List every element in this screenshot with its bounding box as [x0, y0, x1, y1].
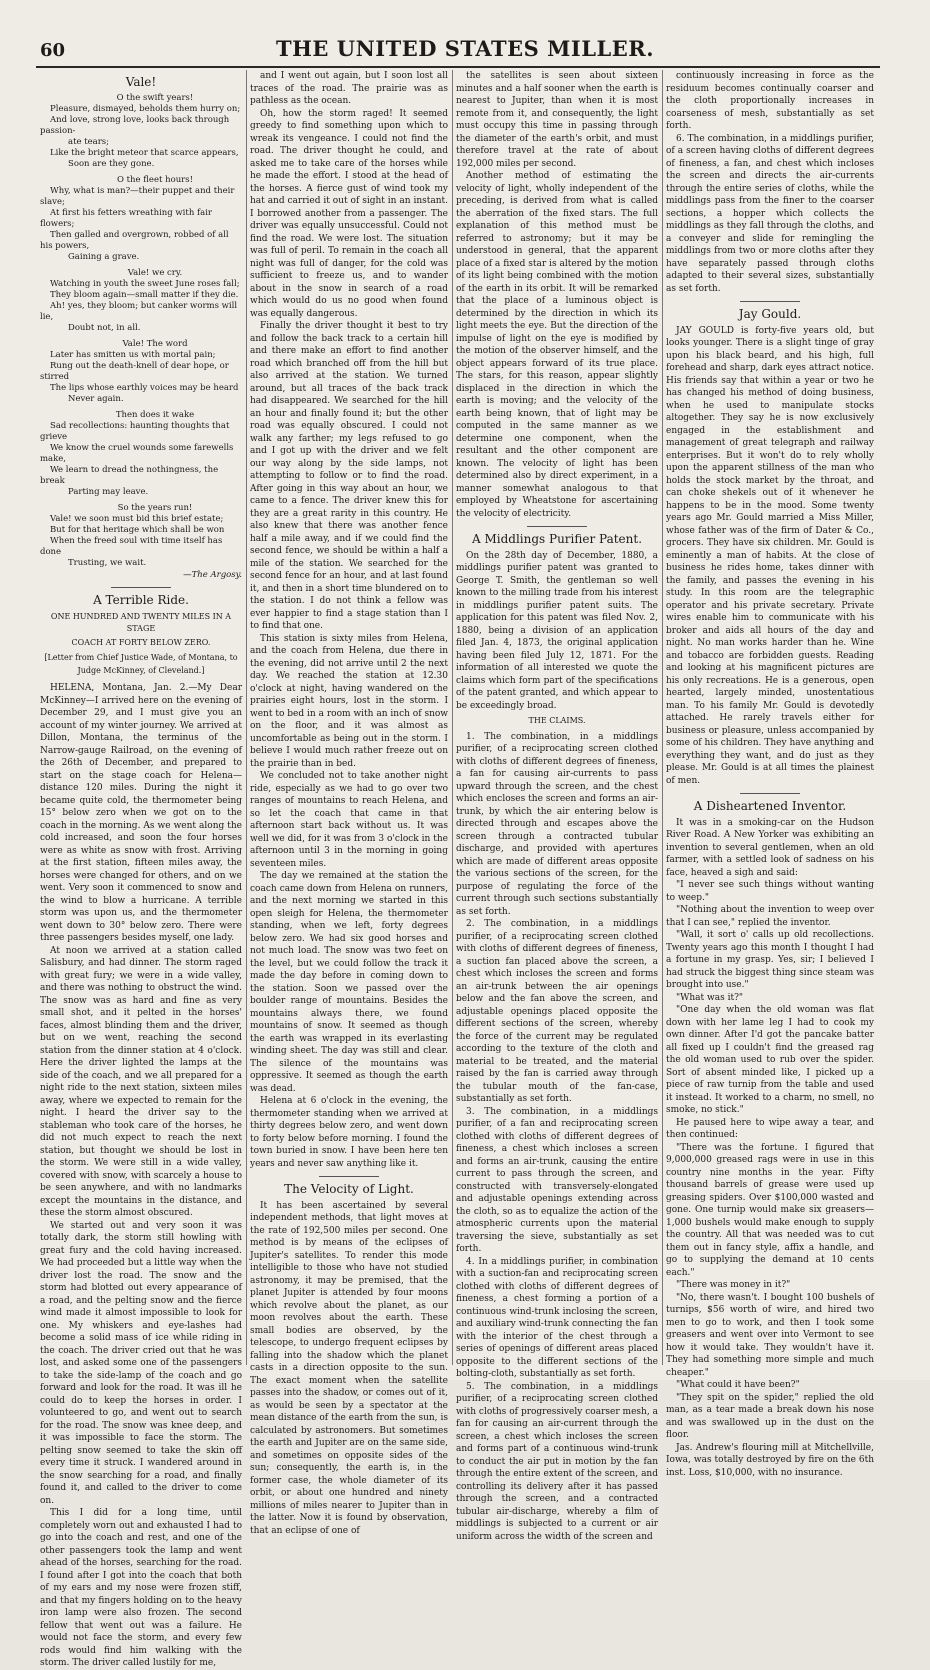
poem-line: Sad recollections: haunting thoughts that grieve: [40, 420, 230, 442]
paragraph: 3. The combination, in a middlings purifier, of a fan and reciprocating screen clothed with cloths of different degrees of fineness, a chest which incloses a screen and forms an air-trunk, causing the entire current to pass through the screen, and constructed with transversely-elongated and adjustable openings extending across the cloth, so as to equalize the action of the atmospheric currents upon the material traversing the sieve, substantially as set forth.: [456, 1106, 658, 1254]
column-3: [456, 70, 658, 1542]
article-subtitle: ONE HUNDRED AND TWENTY MILES IN A STAGE: [50, 611, 232, 633]
poem-line: Then does it wake: [115, 409, 195, 420]
article-body: [456, 70, 658, 520]
paragraph: He paused here to wipe away a tear, and then continued:: [666, 1117, 874, 1140]
poem-line: They bloom again—small matter if they die.: [50, 289, 239, 300]
separator: [319, 1176, 379, 1177]
paragraph: At noon we arrived at a station called Salisbury, and had dinner. The storm raged with great fury; we were in a wide valley, and there was nothing to obstruct the wind. The snow was as hard and fine as very small shot, and it pelted in the horses' faces, almost blinding them and the driver, but on we went, reaching the second station from the dinner station at 4 o'clock. Here the driver lighted the lamps at the side of the coach, and we all prepared for a night ride to the next station, sixteen miles away, where we expected to remain for the night. I heard the driver say to the stableman who took care of the horses, he did not much expect to reach the next station, but thought we should be lost in the storm. We were still in a wide valley, covered with snow, with scarcely a house to be seen anywhere, and with no landmarks except the mountains in the distance, and these the storm almost obscured.: [40, 945, 242, 1218]
paragraph: "There was the fortune. I figured that 9,000,000 greased rags were in use in this country nine months in the year. Fifty thousand barrels of grease were used up greasing spiders. Over $100,000 wasted and gone. One turnip would make six greasers—1,000 bushels would make enough to supply the country. All that was needed was to cut them out in fancy style, affix a handle, and go to supplying the demand at 10 cents each.": [666, 1142, 874, 1278]
paragraph: Helena at 6 o'clock in the evening, the thermometer standing when we arrived at thirty degrees below zero, and went down to forty below before morning. I found the town buried in snow. I have been here ten years and never saw anything like it.: [250, 1096, 448, 1169]
claims-list: [456, 731, 658, 1544]
paragraph: We concluded not to take another night ride, especially as we had to go over two ranges of mountains to reach Helena, and so let the coach that came in that afternoon start back without us. It was well we did, for it was from 3 o'clock in the afternoon until 3 in the morning in going seventeen miles.: [250, 771, 448, 869]
paragraph: "I never see such things without wanting to weep.": [666, 880, 874, 903]
separator: [527, 526, 587, 527]
claims-heading: THE CLAIMS.: [528, 716, 586, 725]
poem-line: Vale! we cry.: [127, 267, 183, 278]
paragraph: JAY GOULD is forty-five years old, but looks younger. There is a slight tinge of gray upon his black beard, and his high, full forehead and sharp, dark eyes attract notice. His friends say that within a year or two he has changed his method of doing business, when he used to manipulate stocks altogether. They say he is now exclusively engaged in the establishment and management of great telegraph and railway enterprises. But it won't do to rely wholly upon the apparent stillness of the man who holds the stock market by the throat, and can choke shekels out of it whenever he happens to be in the mood. Some twenty years ago Mr. Gould married a Miss Miller, whose father was of the firm of Dater & Co., grocers. They have six children. Mr. Gould is eminently a man of habits. At the close of business he rides home, takes dinner with the family, and passes the evening in his study. In this room are the telegraphic operator and his private secretary. Private wires enable him to communicate with his broker and aids all hours of the day and night. No man works harder than he. Wine and tobacco are forbidden guests. Reading and looking at his magnificent pictures are his only recreations. He is a generous, open hearted, largely minded, unostentatious man. To his family Mr. Gould is devotedly attached. He rarely travels either for business or pleasure, unless accompanied by some of his children. They have anything and everything they want, and do just as they please. Mr. Gould is at all times the plainest of men.: [666, 325, 874, 786]
paragraph: "One day when the old woman was flat down with her lame leg I had to cook my own dinner. After I'd got the pancake batter all fixed up I couldn't find the greased rag the old woman used to rub over the spider. Sort of absent minded like, I picked up a piece of raw turnip from the table and used it instead. It worked to a charm, no smell, no smoke, no stick.": [666, 1005, 874, 1115]
poem-line: So the years run!: [117, 502, 193, 513]
paragraph: On the 28th day of December, 1880, a middlings purifier patent was granted to George T. Smith, the gentleman so well known to the milling trade from his interest in middlings purifier patent suits. The application for this patent was filed Nov. 2, 1880, being a division of an application filed Jan. 4, 1873, the original application having been filed July 12, 1871. For the information of all interested we quote the claims which form part of the specifications of the patent granted, and which appear to be exceedingly broad.: [456, 550, 658, 711]
paragraph: "Wall, it sort o' calls up old recollections. Twenty years ago this month I thought I had a fortune in my grasp. Yes, sir; I believed I had struck the biggest thing since steam was brought into use.": [666, 930, 874, 990]
paragraph: 5. The combination, in a middlings purifier, of a reciprocating screen clothed with cloths of progressively coarser mesh, a fan for causing an air-current through the screen, a chest which incloses the screen and forms part of a continuous wind-trunk to conduct the air put in motion by the fan through the entire extent of the screen, and controlling its delivery after it has passed through the screen, and a contracted tubular air-discharge, whereby a film of middlings is subjected to a current or air uniform across the width of the screen and: [456, 1381, 658, 1542]
article-subtitle: COACH AT FORTY BELOW ZERO.: [71, 637, 211, 647]
article-body: [250, 70, 448, 1170]
paragraph: Jas. Andrew's flouring mill at Mitchellville, Iowa, was totally destroyed by fire on the 6th inst. Loss, $10,000, with no insurance.: [666, 1442, 874, 1478]
paragraph: 1. The combination, in a middlings purifier, of a reciprocating screen clothed with cloths of different degrees of fineness, a fan for causing air-currents to pass upward through the screen, and the chest which encloses the screen and forms an air-trunk, by which the air entering below is directed through and escapes above the screen through a contracted tubular discharge, and provided with apertures which are made of different areas opposite the various sections of the screen, for the purpose of regulating the force of the current through such sections substantially as set forth.: [456, 731, 658, 917]
page-number: 60: [40, 40, 66, 61]
poem-title: Vale!: [125, 75, 157, 89]
poem-line: ate tears;: [68, 136, 110, 147]
poem-attribution: —The Argosy.: [183, 569, 242, 580]
poem-line: Gaining a grave.: [68, 251, 140, 262]
poem-line: O the swift years!: [116, 92, 194, 103]
poem-line: We learn to dread the nothingness, the break: [40, 464, 219, 486]
article-body: [666, 325, 874, 788]
article-body: [456, 550, 658, 713]
column-divider: [662, 70, 663, 1365]
masthead: THE UNITED STATES MILLER.: [275, 36, 655, 61]
paragraph: This station is sixty miles from Helena, and the coach from Helena, due there in the evening, did not arrive until 2 the next day. We reached the station at 12.30 o'clock at night, having wandered on the prairies eight hours, lost in the storm. I went to bed in a room with an inch of snow on the floor, and it was almost as uncomfortable as being out in the storm. I believe I would much rather freeze out on the prairie than in bed.: [250, 633, 448, 769]
paragraph: continuously increasing in force as the residuum becomes continually coarser and the cloth proportionally increases in coarseness of mesh, substantially as set forth.: [666, 71, 874, 131]
poem-line: And love, strong love, looks back through passion-: [40, 114, 230, 136]
poem-line: Pleasure, dismayed, beholds them hurry on;: [50, 103, 241, 114]
paragraph: The day we remained at the station the coach came down from Helena on runners, and the next morning we started in this open sleigh for Helena, the thermometer standing, when we left, forty degrees below zero. We had six good horses and not much load. The snow was two feet on the level, but we could follow the track it made the day before in coming down to the station. Soon we passed over the boulder range of mountains. Besides the mountains always there, we found mountains of snow. It seemed as though the earth was wrapped in its everlasting winding sheet. The day was still and clear. The silence of the mountains was oppressive. It seemed as though the earth was dead.: [250, 871, 448, 1094]
article-body: [250, 1200, 448, 1538]
masthead-rule: [36, 66, 880, 68]
poem-line: Like the bright meteor that scarce appears,: [50, 147, 239, 158]
paragraph: HELENA, Montana, Jan. 2.—My Dear McKinney—I arrived here on the evening of December 29, and I must give you an account of my winter journey. We arrived at Dillon, Montana, the terminus of the Narrow-gauge Railroad, on the evening of the 26th of December, and prepared to start on the stage coach for Helena—distance 120 miles. During the night it became quite cold, the thermometer being 15° below zero when we got on to the coach in the morning. As we went along the cold increased, and soon the four horses were as white as snow with frost. Arriving at the first station, fifteen miles away, the horses were changed for others, and on we went. Very soon it commenced to snow and the wind to blow a hurricane. A terrible storm was upon us, and the thermometer went down to 30° below zero. There were three passengers besides myself, one lady.: [40, 683, 242, 943]
paragraph: "There was money in it?": [676, 1280, 791, 1290]
paragraph: and I went out again, but I soon lost all traces of the road. The prairie was as pathless as the ocean.: [250, 71, 448, 106]
article-body: [40, 682, 242, 1670]
paragraph: 6. The combination, in a middlings purifier, of a screen having cloths of different degrees of fineness, a fan, and chest which incloses the screen and directs the air-currents through the entire series of cloths, while the middlings pass from the finer to the coarser sections, a hopper which collects the middlings as they fall through the cloths, and a conveyer and slide for remingling the middlings from two or more cloths after they have separately passed through cloths adapted to their several sizes, substantially as set forth.: [666, 133, 874, 294]
article-title: A Disheartened Inventor.: [693, 799, 847, 813]
paragraph: "Nothing about the invention to weep over that I can see," replied the inventor.: [666, 905, 874, 928]
poem-line: We know the cruel wounds some farewells make,: [40, 442, 234, 464]
poem-line: When the freed soul with time itself has done: [40, 535, 223, 557]
poem-line: Vale! The word: [122, 338, 188, 349]
poem-line: The lips whose earthly voices may be heard: [50, 382, 239, 393]
poem-line: Never again.: [68, 393, 124, 404]
poem-line: O the fleet hours!: [116, 174, 194, 185]
poem-line: Later has smitten us with mortal pain;: [50, 349, 216, 360]
column-2: [250, 70, 448, 1536]
article-title: Jay Gould.: [738, 307, 802, 321]
paragraph: Finally the driver thought it best to try and follow the back track to a certain hill and there make an effort to find another road which branched off from the hill but also arrived at the station. We turned around, but all traces of the back track had disappeared. We searched for the hill an hour and finally found it; but the other road was equally obscured. I could not walk any farther; my legs refused to go and I got up with the driver and we felt our way along by the side lamps, not attempting to follow or to find the road. After going in this way about an hour, we came to a fence. The driver knew this for they are a great rarity in this country. He also knew that there was another fence half a mile away, and if we could find the second fence, we should be within a half a mile of the station. We searched for the second fence for an hour, and at last found it, and then in a short time blundered on to the station. I do not think a fellow was ever happier to find a stage station than I to find that one.: [250, 321, 448, 631]
separator: [111, 587, 171, 588]
separator: [740, 793, 800, 794]
poem-line: But for that heritage which shall be won: [50, 524, 225, 535]
article-title: A Terrible Ride.: [93, 593, 189, 607]
poem-line: Doubt not, in all.: [68, 322, 141, 333]
article-note: [Letter from Chief Justice Wade, of Montana, to Judge McKinney, of Cleveland.]: [44, 653, 238, 675]
poem-line: Ah! yes, they bloom; but canker worms will lie,: [40, 300, 238, 322]
article-body: [666, 70, 874, 295]
poem-line: Why, what is man?—their puppet and their slave;: [40, 185, 235, 207]
paragraph: Another method of estimating the velocity of light, wholly independent of the preceding, is derived from what is called the aberration of the fixed stars. The full explanation of this method must be referred to astronomy; but it may be understood in general, that the apparent place of a fixed star is altered by the motion of its light being combined with the motion of the earth in its orbit. It will be remarked that the place of a luminous object is determined by the direction in which its light meets the eye. But the direction of the impulse of light on the eye is modified by the motion of the observer himself, and the object appears forward of its true place. The stars, for this reason, appear slightly displaced in the direction in which the earth is moving; and the velocity of the earth being known, that of light may be computed in the same manner as we determine one component, when the resultant and the other component are known. The velocity of light has been determined also by direct experiment, in a manner somewhat analogous to that employed by Wheatstone for ascertaining the velocity of electricity.: [456, 171, 658, 519]
paragraph: 4. In a middlings purifier, in combination with a suction-fan and reciprocating screen clothed with cloths of different degrees of fineness, a chest forming a portion of a continuous wind-trunk inclosing the screen, and auxiliary wind-trunk connecting the fan with the interior of the chest through a series of openings of different areas placed opposite to the different sections of the bolting-cloth, substantially as set forth.: [456, 1256, 658, 1379]
column-divider: [452, 70, 453, 1365]
poem-line: Soon are they gone.: [68, 158, 155, 169]
paragraph: This I did for a long time, until completely worn out and exhausted I had to go into the coach and rest, and one of the other passengers took the lamp and went ahead of the horses, searching for the road. I found after I got into the coach that both of my ears and my nose were frozen stiff, and that my fingers holding on to the heavy iron lamp were also frozen. The second fellow that went out was a failure. He would not face the storm, and every few rods would find him walking with the storm. The driver called lustily for me,: [40, 1508, 242, 1668]
paragraph: It was in a smoking-car on the Hudson River Road. A New Yorker was exhibiting an invention to several gentlemen, when an old farmer, with a settled look of sadness on his face, heaved a sigh and said:: [666, 817, 874, 878]
paragraph: 2. The combination, in a middlings purifier, of a reciprocating screen clothed with cloths of different degrees of fineness, a suction fan placed above the screen, a chest which incloses the screen and forms an air-trunk between the air openings below and the fan above the screen, and adjustable openings placed opposite the different sections of the screen, whereby the force of the current may be regulated according to the texture of the cloth and material to be treated, and the material raised by the fan is carried away through the tubular mouth of the fan-case, substantially as set forth.: [456, 919, 658, 1104]
article-title: The Velocity of Light.: [284, 1182, 414, 1196]
column-4: [666, 70, 874, 1478]
paragraph: "What could it have been?": [676, 1380, 800, 1390]
poem-line: At first his fetters wreathing with fair flowers;: [40, 207, 212, 229]
separator: [740, 301, 800, 302]
column-1: [40, 70, 242, 1668]
paragraph: "What was it?": [676, 992, 744, 1003]
poem-line: Watching in youth the sweet June roses fall;: [50, 278, 240, 289]
poem-line: Then galled and overgrown, robbed of all his powers,: [40, 229, 229, 251]
column-divider: [246, 70, 247, 1365]
paragraph: Oh, how the storm raged! It seemed greedy to find something upon which to wreak its vengeance. I could not find the road. The driver thought he could, and asked me to take care of the horses while he made the effort. I stood at the head of the horses. A fierce gust of wind took my hat and carried it out of sight in an instant. I borrowed another from a passenger. The driver was equally unsuccessful. Could not find the road. We were lost. The situation was full of peril. To remain in the coach all night was full of danger, for the cold was sufficient to freeze us, and to wander about in the snow in search of a road which would do us no good when found was equally dangerous.: [250, 108, 448, 319]
poem: [40, 93, 242, 569]
paragraph: "No, there wasn't. I bought 100 bushels of turnips, $56 worth of wire, and hired two men to go to work, and then I took some greasers and went over into Vermont to see how it would take. They wouldn't have it. They had something more simple and much cheaper.": [666, 1292, 874, 1378]
poem-line: Vale! we soon must bid this brief estate;: [50, 513, 224, 524]
paragraph: We started out and very soon it was totally dark, the storm still howling with great fury and the cold having increased. We had proceeded but a little way when the driver lost the road. The snow and the storm had blotted out every appearance of a road, and the pelting snow and the fierce wind made it almost impossible to look for one. My whiskers and eye-lashes had become a solid mass of ice while riding in the coach. The driver cried out that he was lost, and asked some one of the passengers to take the side-lamp of the coach and go forward and look for the road. It was ill he could do to keep the horses in order. I volunteered to go, and went out to search for the road. The snow was knee deep, and it was impossible to face the storm. The pelting snow seemed to take the skin off every time it struck. I wandered around in the snow searching for a road, and finally found it, and called to the driver to come on.: [40, 1220, 242, 1506]
article-body: [666, 817, 874, 1480]
paragraph: "They spit on the spider," replied the old man, as a tear made a break down his nose and was swallowed up in the dust on the floor.: [666, 1392, 874, 1440]
poem-line: Parting may leave.: [68, 486, 149, 497]
poem-line: Rung out the death-knell of dear hope, or stirred: [40, 360, 229, 382]
poem-line: Trusting, we wait.: [68, 557, 147, 568]
article-title: A Middlings Purifier Patent.: [471, 532, 643, 546]
paragraph: It has been ascertained by several independent methods, that light moves at the rate of 192,500 miles per second. One method is by means of the eclipses of Jupiter's satellites. To render this mode intelligible to those who have not studied astronomy, it may be premised, that the planet Jupiter is attended by four moons which revolve about the planet, as our moon revolves about the earth. These small bodies are observed, by the telescope, to undergo frequent eclipses by falling into the shadow which the planet casts in a direction opposite to the sun. The exact moment when the satellite passes into the shadow, or comes out of it, as would be seen by a spectator at the mean distance of the earth from the sun, is calculated by astronomers. But sometimes the earth and Jupiter are on the same side, and sometimes on opposite sides of the sun; consequently, the earth is, in the former case, the whole diameter of its orbit, or about one hundred and ninety millions of miles nearer to Jupiter than in the latter. Now it is found by observation, that an eclipse of one of: [250, 1200, 448, 1536]
paragraph: the satellites is seen about sixteen minutes and a half sooner when the earth is nearest to Jupiter, than when it is most remote from it, and consequently, the light must occupy this time in passing through the diameter of the earth's orbit, and must therefore travel at the rate of about 192,000 miles per second.: [456, 71, 658, 169]
